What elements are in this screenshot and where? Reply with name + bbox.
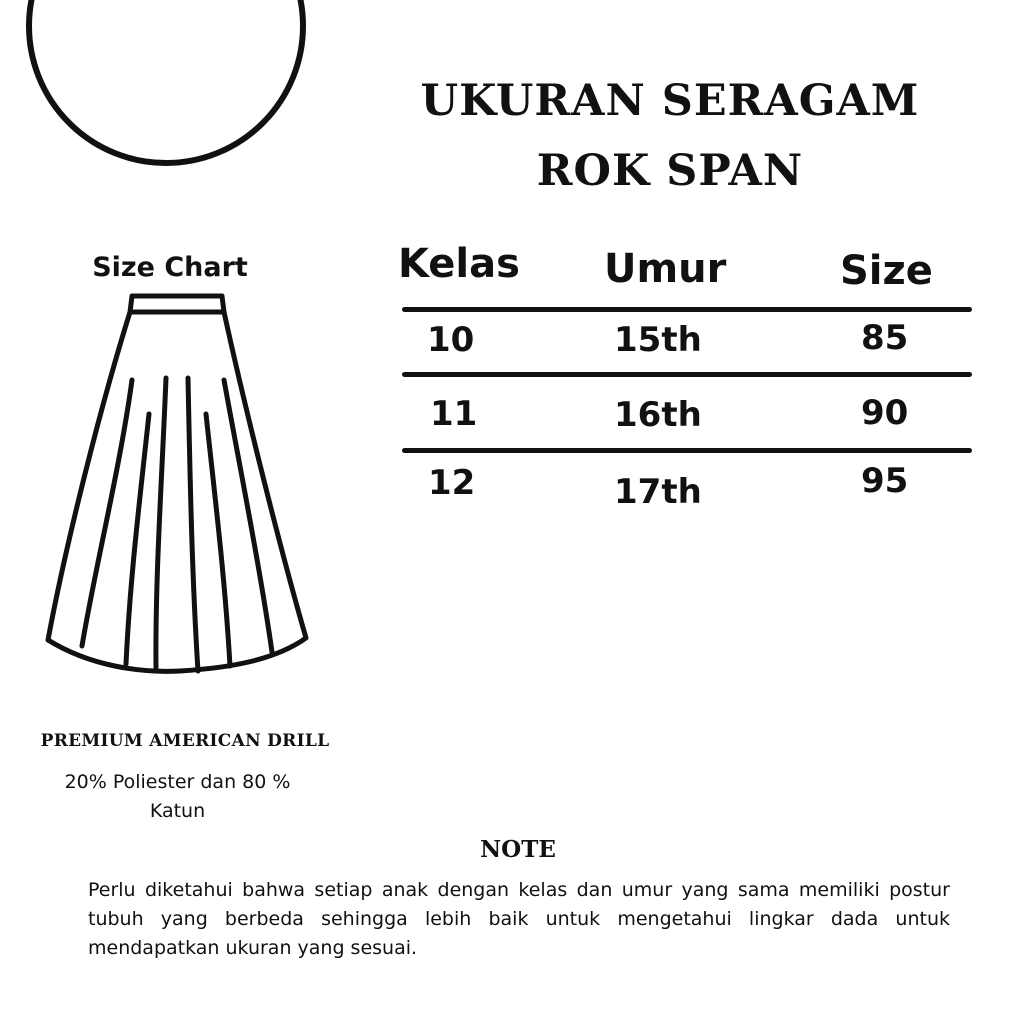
page-title-line-1: UKURAN SERAGAM [420, 76, 920, 126]
table-row-rule [402, 372, 972, 377]
row-1-size: 85 [861, 318, 909, 358]
row-3-kelas: 12 [428, 463, 476, 503]
column-header-kelas: Kelas [398, 241, 520, 287]
note-text: Perlu diketahui bahwa setiap anak dengan kelas dan umur yang sama memiliki postur tubuh yang berbeda sehingga lebih baik untuk mengetahui lingkar dada untuk mendapatkan ukuran yang sesuai. [88, 879, 950, 959]
row-3-umur: 17th [614, 472, 702, 512]
skirt-illustration-icon [40, 288, 320, 688]
material-name: PREMIUM AMERICAN DRILL [40, 731, 330, 751]
column-header-size: Size [840, 248, 933, 294]
page-title-line-2: ROK SPAN [536, 146, 804, 196]
note-title: NOTE [480, 836, 556, 863]
table-header-rule [402, 307, 972, 312]
row-1-umur: 15th [614, 320, 702, 360]
row-1-kelas: 10 [427, 320, 475, 360]
row-2-size: 90 [861, 393, 909, 433]
size-chart-label: Size Chart [92, 252, 248, 283]
row-2-kelas: 11 [430, 394, 478, 434]
table-row-rule [402, 448, 972, 453]
column-header-umur: Umur [604, 246, 727, 292]
row-2-umur: 16th [614, 395, 702, 435]
material-composition: 20% Poliester dan 80 % Katun [64, 771, 291, 822]
decorative-circle [26, 0, 306, 166]
row-3-size: 95 [861, 461, 909, 501]
